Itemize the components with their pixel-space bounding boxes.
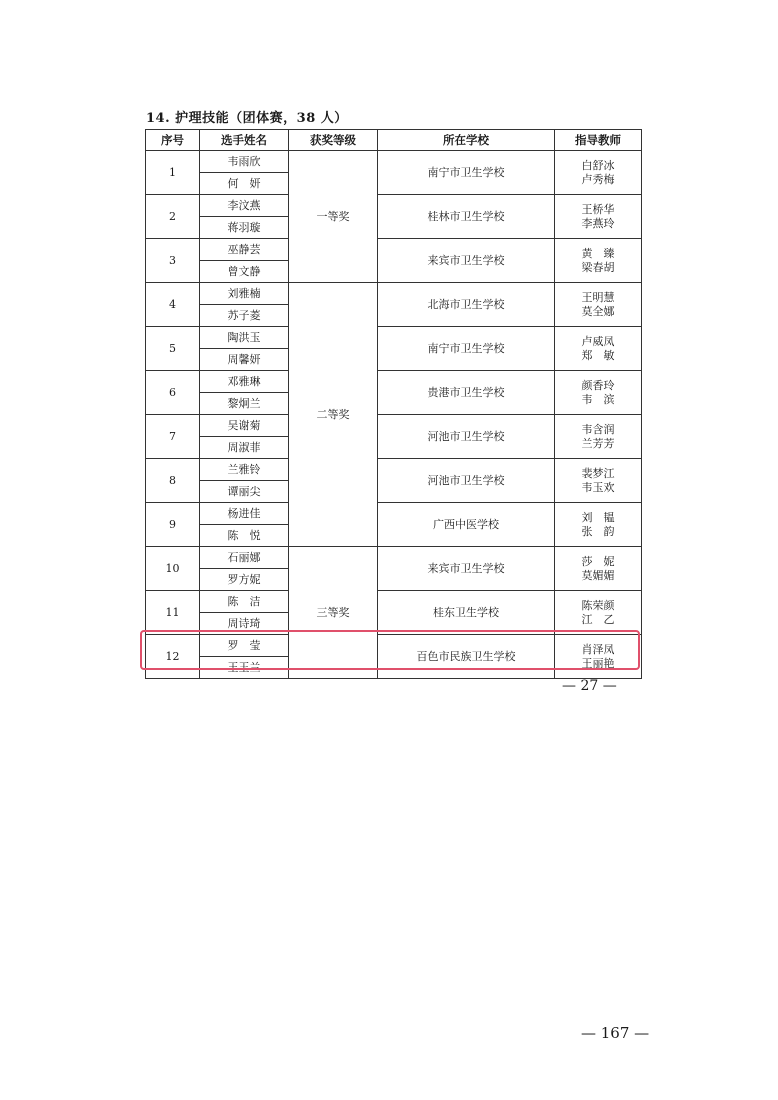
teacher-cell bbox=[555, 459, 642, 503]
teacher-cell bbox=[555, 415, 642, 459]
row-no: 1 bbox=[146, 151, 200, 195]
table-row bbox=[146, 591, 642, 613]
school-name: 贵港市卫生学校 bbox=[378, 371, 555, 415]
member-name: 周诗琦 bbox=[200, 613, 289, 635]
row-no: 10 bbox=[146, 547, 200, 591]
teacher-cell bbox=[555, 591, 642, 635]
member-name: 兰雅铃 bbox=[200, 459, 289, 481]
row-no: 5 bbox=[146, 327, 200, 371]
teacher-name: 韦含润 bbox=[581, 422, 615, 436]
table-header-row bbox=[146, 130, 642, 151]
inner-page-number: — 27 — bbox=[562, 678, 617, 694]
table-row bbox=[146, 635, 642, 657]
member-name: 李汶燕 bbox=[200, 195, 289, 217]
school-name: 百色市民族卫生学校 bbox=[378, 635, 555, 679]
teacher-cell bbox=[555, 503, 642, 547]
teacher-cell bbox=[555, 327, 642, 371]
teacher-name: 韦 滨 bbox=[581, 392, 615, 406]
row-no: 2 bbox=[146, 195, 200, 239]
row-no: 12 bbox=[146, 635, 200, 679]
teacher-name: 郑 敏 bbox=[581, 348, 615, 362]
member-name: 苏子菱 bbox=[200, 305, 289, 327]
row-no: 8 bbox=[146, 459, 200, 503]
school-name: 南宁市卫生学校 bbox=[378, 151, 555, 195]
teacher-cell bbox=[555, 239, 642, 283]
school-name: 广西中医学校 bbox=[378, 503, 555, 547]
teacher-name: 王明慧 bbox=[581, 290, 615, 304]
school-name: 河池市卫生学校 bbox=[378, 459, 555, 503]
member-name: 陶洪玉 bbox=[200, 327, 289, 349]
teacher-name: 江 乙 bbox=[581, 612, 615, 626]
member-name: 陈 悦 bbox=[200, 525, 289, 547]
member-name: 何 妍 bbox=[200, 173, 289, 195]
school-name: 桂林市卫生学校 bbox=[378, 195, 555, 239]
member-name: 罗方妮 bbox=[200, 569, 289, 591]
teacher-name: 陈荣颜 bbox=[581, 598, 615, 612]
teacher-cell bbox=[555, 195, 642, 239]
header-teacher: 指导教师 bbox=[555, 130, 642, 151]
member-name: 陈 洁 bbox=[200, 591, 289, 613]
table-row bbox=[146, 195, 642, 217]
member-name: 王玉兰 bbox=[200, 657, 289, 679]
row-no: 9 bbox=[146, 503, 200, 547]
row-no: 6 bbox=[146, 371, 200, 415]
member-name: 曾文静 bbox=[200, 261, 289, 283]
table-row bbox=[146, 371, 642, 393]
member-name: 邓雅琳 bbox=[200, 371, 289, 393]
table-row bbox=[146, 547, 642, 569]
teacher-name: 莎 妮 bbox=[581, 554, 615, 568]
member-name: 谭丽尖 bbox=[200, 481, 289, 503]
row-no: 11 bbox=[146, 591, 200, 635]
member-name: 巫静芸 bbox=[200, 239, 289, 261]
teacher-cell bbox=[555, 283, 642, 327]
header-school: 所在学校 bbox=[378, 130, 555, 151]
teacher-cell bbox=[555, 635, 642, 679]
table-row bbox=[146, 503, 642, 525]
teacher-name: 李燕玲 bbox=[581, 216, 615, 230]
teacher-name: 卢威凤 bbox=[581, 334, 615, 348]
table-row bbox=[146, 283, 642, 305]
teacher-name: 莫全娜 bbox=[581, 304, 615, 318]
row-no: 4 bbox=[146, 283, 200, 327]
teacher-name: 白舒冰 bbox=[581, 158, 615, 172]
member-name: 吴谢菊 bbox=[200, 415, 289, 437]
awards-table bbox=[145, 129, 642, 679]
table-row bbox=[146, 459, 642, 481]
teacher-cell bbox=[555, 151, 642, 195]
section-title: 14. 护理技能（团体赛，38 人） bbox=[146, 111, 348, 126]
table-row bbox=[146, 327, 642, 349]
award-level: 二等奖 bbox=[289, 283, 378, 547]
member-name: 刘雅楠 bbox=[200, 283, 289, 305]
table-row bbox=[146, 239, 642, 261]
member-name: 周馨妍 bbox=[200, 349, 289, 371]
teacher-name: 兰芳芳 bbox=[581, 436, 615, 450]
teacher-cell bbox=[555, 547, 642, 591]
teacher-cell bbox=[555, 371, 642, 415]
outer-page-number: — 167 — bbox=[581, 1024, 650, 1042]
teacher-name: 裴梦江 bbox=[581, 466, 615, 480]
member-name: 杨进佳 bbox=[200, 503, 289, 525]
header-no: 序号 bbox=[146, 130, 200, 151]
table-row bbox=[146, 151, 642, 173]
award-level: 一等奖 bbox=[289, 151, 378, 283]
teacher-name: 韦玉欢 bbox=[581, 480, 615, 494]
member-name: 蒋羽璇 bbox=[200, 217, 289, 239]
award-level: 三等奖 bbox=[289, 547, 378, 679]
teacher-name: 梁春胡 bbox=[581, 260, 615, 274]
table-row bbox=[146, 415, 642, 437]
teacher-name: 黄 臻 bbox=[581, 246, 615, 260]
school-name: 北海市卫生学校 bbox=[378, 283, 555, 327]
header-name: 选手姓名 bbox=[200, 130, 289, 151]
teacher-name: 肖泽凤 bbox=[581, 642, 615, 656]
school-name: 河池市卫生学校 bbox=[378, 415, 555, 459]
member-name: 黎炯兰 bbox=[200, 393, 289, 415]
teacher-name: 卢秀梅 bbox=[581, 172, 615, 186]
school-name: 来宾市卫生学校 bbox=[378, 239, 555, 283]
member-name: 罗 莹 bbox=[200, 635, 289, 657]
member-name: 韦雨欣 bbox=[200, 151, 289, 173]
header-award: 获奖等级 bbox=[289, 130, 378, 151]
teacher-name: 刘 韫 bbox=[581, 510, 615, 524]
teacher-name: 王丽艳 bbox=[581, 656, 615, 670]
member-name: 周淑菲 bbox=[200, 437, 289, 459]
teacher-name: 颜香玲 bbox=[581, 378, 615, 392]
teacher-name: 王桥华 bbox=[581, 202, 615, 216]
row-no: 7 bbox=[146, 415, 200, 459]
member-name: 石丽娜 bbox=[200, 547, 289, 569]
school-name: 桂东卫生学校 bbox=[378, 591, 555, 635]
row-no: 3 bbox=[146, 239, 200, 283]
school-name: 来宾市卫生学校 bbox=[378, 547, 555, 591]
teacher-name: 张 韵 bbox=[581, 524, 615, 538]
school-name: 南宁市卫生学校 bbox=[378, 327, 555, 371]
teacher-name: 莫媚媚 bbox=[581, 568, 615, 582]
